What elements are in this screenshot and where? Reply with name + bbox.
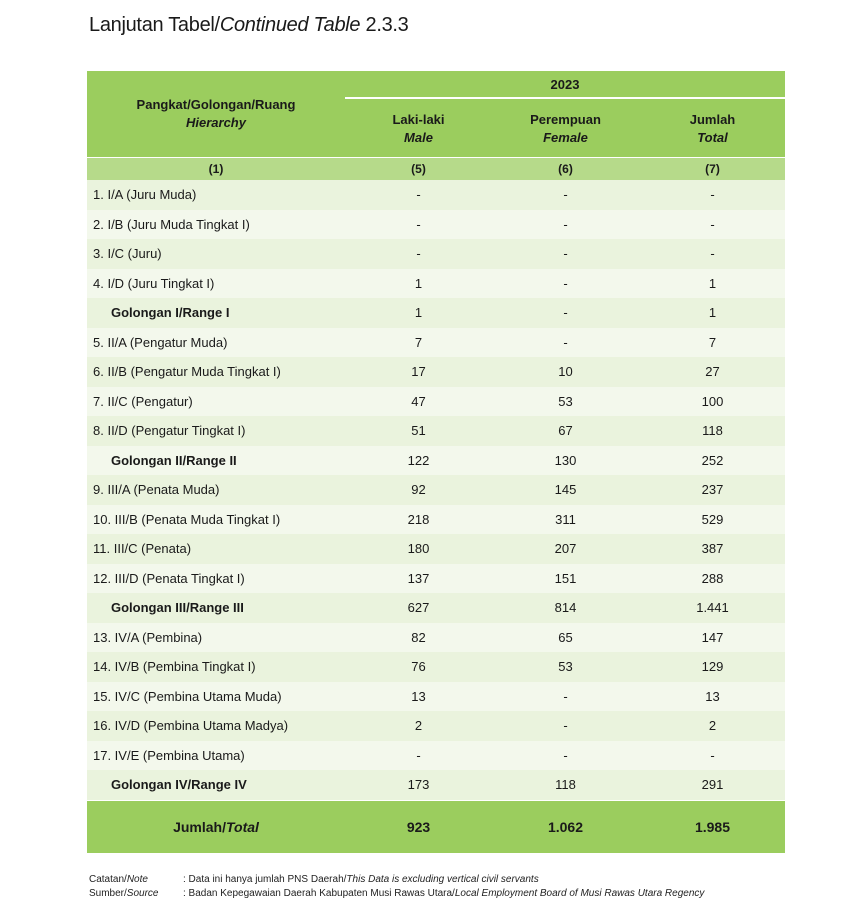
cell-male: - <box>416 747 421 763</box>
cell-female: - <box>563 305 568 320</box>
table-row <box>87 387 785 417</box>
table-header <box>87 71 785 157</box>
col-number: (1) <box>208 162 224 176</box>
cell-male: 7 <box>414 334 423 350</box>
source-text-en: Local Employment Board of Musi Rawas Utara Regency <box>454 888 705 899</box>
table-row <box>87 475 785 505</box>
cell-male: 76 <box>411 659 426 674</box>
table-row <box>87 652 785 682</box>
note-line <box>89 873 704 887</box>
row-label: 10. III/B (Penata Muda Tingkat I) <box>93 511 281 527</box>
table-row <box>87 269 785 299</box>
cell-male: - <box>416 216 421 232</box>
cell-total: 529 <box>701 511 724 527</box>
cell-male: 47 <box>411 393 426 409</box>
cell-male: 180 <box>407 541 430 556</box>
cell-female: 53 <box>558 393 573 409</box>
cell-female: 151 <box>554 570 577 586</box>
stub-label-id: Pangkat/Golongan/Ruang <box>136 97 296 112</box>
cell-male: - <box>416 246 421 261</box>
cell-male: 173 <box>407 777 430 792</box>
row-label: 16. IV/D (Pembina Utama Madya) <box>93 718 289 733</box>
table-row <box>87 564 785 594</box>
source-label-en: Source <box>126 888 159 899</box>
col-label-en: Male <box>404 130 433 145</box>
total-label-en: Total <box>225 818 259 835</box>
col-number: (7) <box>705 162 720 176</box>
row-label: 8. II/D (Pengatur Tingkat I) <box>93 423 246 438</box>
note-text-id: : Data ini hanya jumlah PNS Daerah/ <box>183 874 347 885</box>
cell-total: - <box>710 216 715 232</box>
cell-total: - <box>710 747 715 763</box>
subtotal-row <box>87 446 785 476</box>
table-body <box>87 180 785 800</box>
cell-female: - <box>563 216 568 232</box>
header-stub <box>87 71 345 157</box>
cell-female: 814 <box>554 600 577 615</box>
cell-female: 10 <box>558 364 573 379</box>
cell-total: 252 <box>701 452 724 468</box>
stub-label-en: Hierarchy <box>186 115 246 130</box>
table-row <box>87 416 785 446</box>
row-label: 7. II/C (Pengatur) <box>93 393 193 409</box>
cell-male: - <box>416 187 421 202</box>
cell-male: 2 <box>414 718 423 733</box>
cell-total: - <box>710 246 715 261</box>
table-row <box>87 357 785 387</box>
note-text-en: This Data is excluding vertical civil servants <box>346 874 539 885</box>
header-year: 2023 <box>345 71 785 99</box>
cell-total: - <box>710 187 715 202</box>
cell-total: 13 <box>705 688 720 704</box>
cell-female: 130 <box>554 452 577 468</box>
cell-total: 291 <box>701 777 724 792</box>
row-label: 13. IV/A (Pembina) <box>93 629 203 645</box>
table-row <box>87 505 785 535</box>
row-label: 12. III/D (Penata Tingkat I) <box>93 570 245 586</box>
cell-male: 1 <box>414 275 423 291</box>
table-row <box>87 534 785 564</box>
header-col-male <box>345 107 492 151</box>
cell-total: 118 <box>702 423 723 438</box>
row-label: 11. III/C (Penata) <box>93 541 192 556</box>
row-label: 15. IV/C (Pembina Utama Muda) <box>93 688 282 704</box>
cell-female: - <box>563 718 568 733</box>
row-label: Golongan III/Range III <box>111 600 244 615</box>
total-row <box>87 801 785 853</box>
cell-female: 53 <box>558 659 573 674</box>
table-row <box>87 328 785 358</box>
cell-female: 65 <box>558 629 573 645</box>
column-number-row <box>87 158 785 180</box>
cell-total: 27 <box>705 364 720 379</box>
cell-total: 288 <box>701 570 724 586</box>
row-label: Golongan IV/Range IV <box>111 777 247 792</box>
source-line <box>89 887 704 901</box>
cell-male: 218 <box>407 511 430 527</box>
row-label: 3. I/C (Juru) <box>93 246 162 261</box>
table-row <box>87 711 785 741</box>
cell-total: 1 <box>708 305 717 320</box>
header-col-female <box>492 107 639 151</box>
total-label <box>87 801 345 853</box>
cell-male: 137 <box>407 570 430 586</box>
col-label-id: Laki-laki <box>392 112 445 127</box>
cell-female: 207 <box>554 541 577 556</box>
table-row <box>87 210 785 240</box>
row-label: Golongan I/Range I <box>111 305 230 320</box>
col-number: (5) <box>411 162 426 176</box>
cell-total: 129 <box>701 659 724 674</box>
cell-female: - <box>563 275 568 291</box>
table-row <box>87 682 785 712</box>
title-number: 2.3.3 <box>360 14 409 36</box>
source-label-id: Sumber/ <box>89 888 127 899</box>
data-table <box>87 71 785 853</box>
cell-female: - <box>563 688 568 704</box>
row-label: 2. I/B (Juru Muda Tingkat I) <box>93 216 250 232</box>
title-id: Lanjutan Tabel/ <box>89 14 220 36</box>
cell-total: 100 <box>701 393 724 409</box>
row-label: 17. IV/E (Pembina Utama) <box>93 747 245 763</box>
table-row <box>87 741 785 771</box>
cell-total: 387 <box>701 541 724 556</box>
row-label: 1. I/A (Juru Muda) <box>93 187 197 202</box>
cell-total: 1.441 <box>696 600 729 615</box>
cell-total: 2 <box>708 718 717 733</box>
cell-male: 17 <box>411 364 426 379</box>
table-row <box>87 239 785 269</box>
title-en: Continued Table <box>219 14 361 36</box>
col-label-en: Female <box>543 130 588 145</box>
row-label: Golongan II/Range II <box>111 452 237 468</box>
header-col-total <box>639 107 786 151</box>
table-row <box>87 623 785 653</box>
row-label: 14. IV/B (Pembina Tingkat I) <box>93 659 256 674</box>
subtotal-row <box>87 298 785 328</box>
source-text-id: : Badan Kepegawaian Daerah Kabupaten Musi Rawas Utara/ <box>183 888 455 899</box>
row-label: 4. I/D (Juru Tingkat I) <box>93 275 215 291</box>
col-number: (6) <box>558 162 573 176</box>
row-label: 5. II/A (Pengatur Muda) <box>93 334 228 350</box>
cell-male: 92 <box>411 482 426 497</box>
cell-total: 7 <box>708 334 717 350</box>
cell-total: 147 <box>701 629 724 645</box>
cell-male: 1 <box>414 305 423 320</box>
note-label-en: Note <box>126 874 148 885</box>
col-label-id: Jumlah <box>689 112 736 127</box>
cell-female: 311 <box>555 511 576 527</box>
footnotes <box>89 873 704 901</box>
table-row <box>87 180 785 210</box>
row-label: 6. II/B (Pengatur Muda Tingkat I) <box>93 364 281 379</box>
source-label <box>89 887 183 901</box>
col-label-id: Perempuan <box>530 112 601 127</box>
note-label-id: Catatan/ <box>89 874 127 885</box>
cell-total: 237 <box>701 482 724 497</box>
total-label-id: Jumlah/ <box>173 818 226 835</box>
cell-female: 118 <box>555 777 576 792</box>
total-male: 923 <box>406 818 431 835</box>
cell-male: 122 <box>407 452 430 468</box>
cell-female: - <box>563 246 568 261</box>
cell-female: - <box>563 187 568 202</box>
cell-female: 67 <box>558 423 573 438</box>
cell-total: 1 <box>708 275 717 291</box>
page-title <box>89 14 409 37</box>
cell-male: 13 <box>411 688 426 704</box>
cell-female: - <box>563 334 568 350</box>
row-label: 9. III/A (Penata Muda) <box>93 482 220 497</box>
subtotal-row <box>87 593 785 623</box>
col-label-en: Total <box>697 130 728 145</box>
cell-male: 627 <box>407 600 430 615</box>
note-label <box>89 873 183 887</box>
subtotal-row <box>87 770 785 800</box>
total-total: 1.985 <box>694 818 731 835</box>
cell-male: 82 <box>411 629 426 645</box>
cell-male: 51 <box>411 423 426 438</box>
cell-female: 145 <box>554 482 577 497</box>
total-female: 1.062 <box>547 818 584 835</box>
cell-female: - <box>563 747 568 763</box>
